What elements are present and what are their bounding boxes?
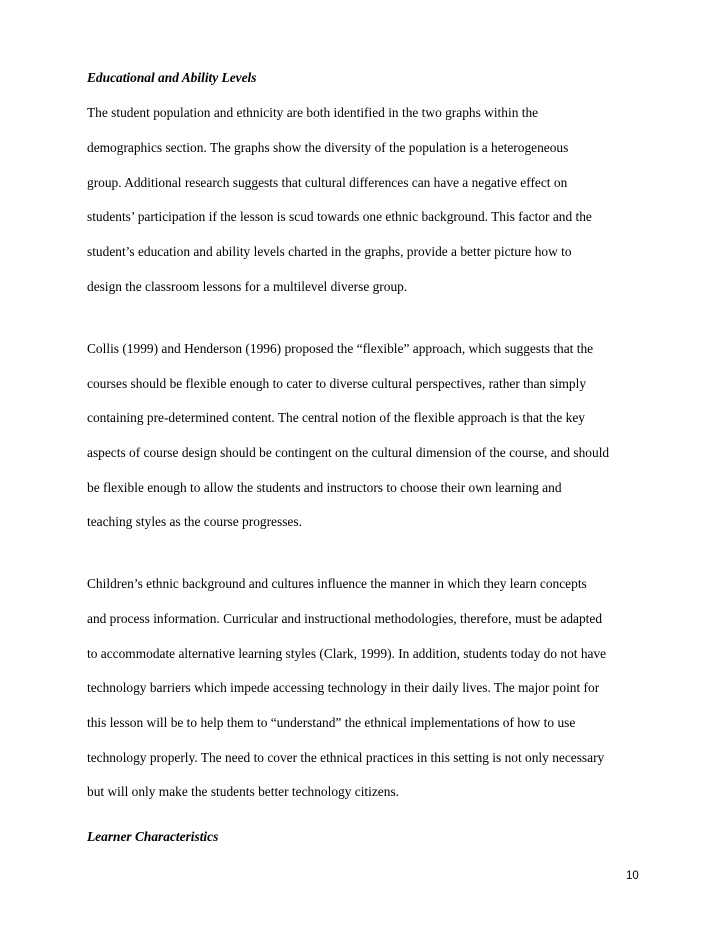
paragraph-2-line: be flexible enough to allow the students and instructors to choose their own learning and (87, 480, 562, 495)
paragraph-3-line: technology barriers which impede accessing technology in their daily lives. The major point for (87, 680, 600, 695)
paragraph-3-line: but will only make the students better technology citizens. (87, 784, 400, 799)
section-heading-learner-characteristics: Learner Characteristics (87, 829, 219, 844)
paragraph-1-line: The student population and ethnicity are both identified in the two graphs within the (87, 105, 539, 120)
paragraph-3-line: technology properly. The need to cover the ethnical practices in this setting is not only necessary (87, 750, 605, 765)
paragraph-3-line: this lesson will be to help them to “understand” the ethnical implementations of how to use (87, 715, 576, 730)
paragraph-1-line: students’ participation if the lesson is scud towards one ethnic background. This factor and the (87, 209, 592, 224)
paragraph-3-line: and process information. Curricular and instructional methodologies, therefore, must be adapted (87, 611, 603, 626)
paragraph-2-line: containing pre-determined content. The central notion of the flexible approach is that the key (87, 410, 586, 425)
paragraph-1-line: student’s education and ability levels charted in the graphs, provide a better picture how to (87, 244, 572, 259)
section-heading-educational-ability: Educational and Ability Levels (87, 70, 257, 85)
paragraph-2-line: Collis (1999) and Henderson (1996) proposed the “flexible” approach, which suggests that the (87, 341, 594, 356)
page-number: 10 (626, 870, 639, 882)
paragraph-1-line: group. Additional research suggests that cultural differences can have a negative effect on (87, 175, 568, 190)
paragraph-3-line: to accommodate alternative learning styles (Clark, 1999). In addition, students today do not have (87, 646, 607, 661)
paragraph-2-line: courses should be flexible enough to cater to diverse cultural perspectives, rather than simply (87, 376, 587, 391)
paragraph-2-line: teaching styles as the course progresses. (87, 514, 302, 529)
paragraph-1-line: demographics section. The graphs show the diversity of the population is a heterogeneous (87, 140, 569, 155)
paragraph-2-line: aspects of course design should be contingent on the cultural dimension of the course, and should (87, 445, 610, 460)
paragraph-3-line: Children’s ethnic background and cultures influence the manner in which they learn concepts (87, 576, 587, 591)
paragraph-1-line: design the classroom lessons for a multilevel diverse group. (87, 279, 408, 294)
